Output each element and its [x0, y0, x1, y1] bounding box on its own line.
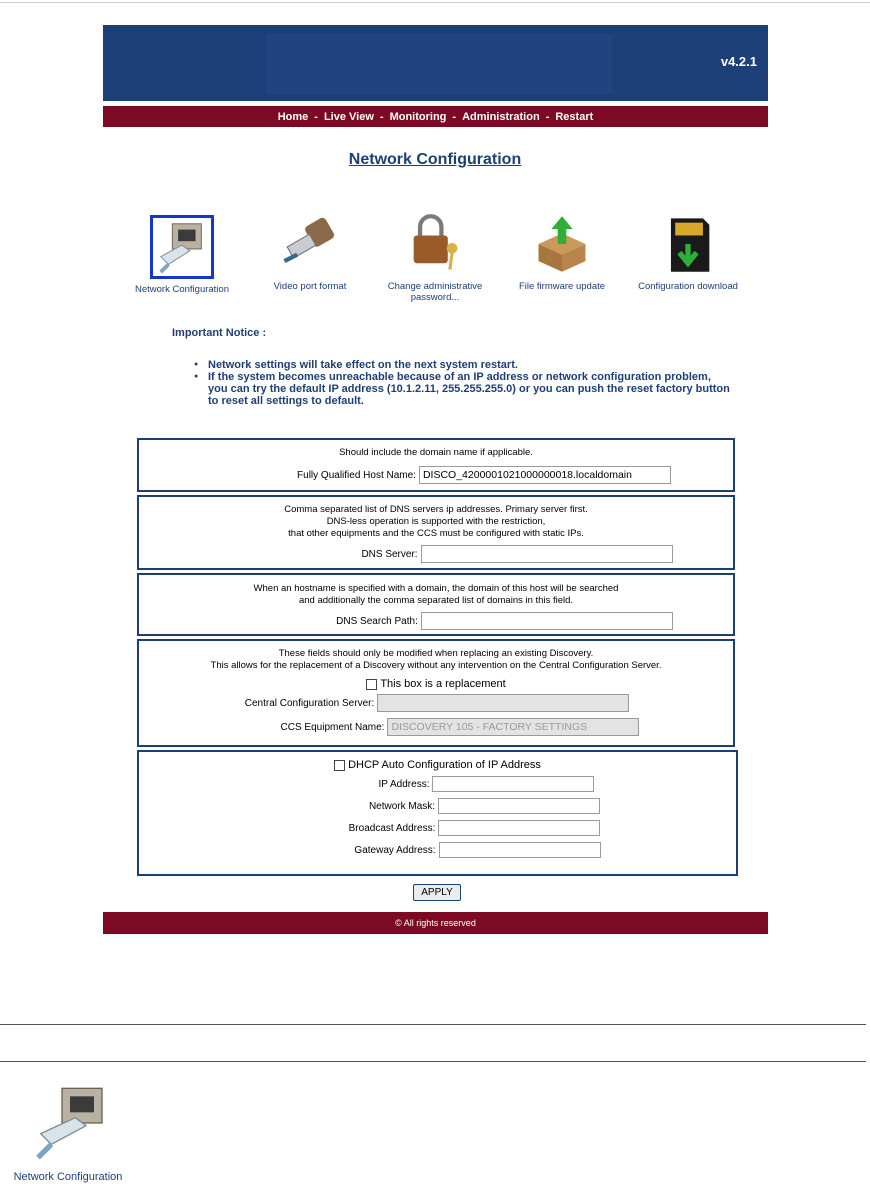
icon-configuration-download[interactable]: [628, 212, 748, 292]
dns-server-input[interactable]: [421, 545, 673, 563]
version-label: v4.2.1: [720, 54, 757, 69]
nav-separator: -: [379, 110, 384, 123]
dns-search-input[interactable]: [421, 612, 673, 630]
gateway-address-input[interactable]: [439, 842, 601, 858]
hostname-help: Should include the domain name if applicable.: [339, 447, 533, 458]
broadcast-address-input[interactable]: [438, 820, 600, 836]
network-mask-input[interactable]: [438, 798, 600, 814]
gateway-row: [139, 842, 736, 858]
bottom-network-config-icon[interactable]: [8, 1083, 138, 1183]
important-notice: [172, 327, 732, 407]
gateway-label: Gateway Address:: [354, 844, 436, 856]
icon-network-configuration[interactable]: [122, 215, 242, 295]
network-jack-icon[interactable]: [150, 215, 214, 279]
ccs-label: Central Configuration Server:: [244, 697, 375, 709]
search-row: [139, 612, 733, 630]
equipment-row: [139, 718, 733, 736]
box-upload-icon[interactable]: [530, 212, 594, 276]
dns-help-1: Comma separated list of DNS servers ip addresses. Primary server first.: [284, 504, 588, 515]
config-icon-bar: [120, 212, 760, 312]
mask-row: [139, 798, 736, 814]
search-help-1: When an hostname is specified with a domain, the domain of this host will be searched: [253, 583, 619, 594]
network-jack-icon[interactable]: [30, 1083, 110, 1163]
notice-item: ● Network settings will take effect on the next system restart.: [208, 359, 732, 371]
icon-label: Network Configuration: [135, 284, 229, 295]
main-nav: [103, 106, 768, 127]
replacement-section: [137, 639, 735, 747]
ccs-input: [377, 694, 629, 712]
dns-search-section: [137, 573, 735, 636]
dns-row: [139, 545, 733, 563]
copyright-text: © All rights reserved: [395, 918, 476, 928]
memory-card-download-icon[interactable]: [656, 212, 720, 276]
ccs-row: [139, 694, 733, 712]
bnc-connector-icon[interactable]: [278, 212, 342, 276]
icon-change-password[interactable]: [375, 212, 495, 303]
replacement-checkbox[interactable]: [366, 679, 377, 690]
footer-bar: [103, 912, 768, 934]
hostname-section: [137, 438, 735, 492]
dns-server-section: [137, 495, 735, 570]
divider-line: [0, 1024, 866, 1025]
bottom-icon-label: Network Configuration: [13, 1171, 123, 1183]
equipment-label: CCS Equipment Name:: [280, 721, 385, 733]
header-banner: [103, 25, 768, 101]
dhcp-checkbox-label: DHCP Auto Configuration of IP Address: [348, 759, 541, 771]
ip-label: IP Address:: [378, 778, 430, 790]
notice-list: [172, 359, 732, 407]
icon-label: File firmware update: [518, 281, 606, 292]
divider-line: [0, 1061, 866, 1062]
mask-label: Network Mask:: [368, 800, 436, 812]
nav-live-view[interactable]: Live View: [323, 110, 374, 123]
dns-help-2: DNS-less operation is supported with the restriction,: [326, 516, 546, 527]
icon-label: Video port format: [273, 281, 347, 292]
icon-video-port-format[interactable]: [250, 212, 370, 292]
nav-separator: -: [452, 110, 457, 123]
dns-help-3: that other equipments and the CCS must be configured with static IPs.: [288, 528, 584, 539]
replacement-help-2: This allows for the replacement of a Discovery without any intervention on the Central Configuration Server.: [210, 660, 662, 671]
dns-search-label: DNS Search Path:: [336, 615, 418, 627]
header-logo-area: [266, 34, 612, 94]
dhcp-section: [137, 750, 738, 876]
icon-label: Configuration download: [638, 281, 738, 292]
notice-item: ● If the system becomes unreachable because of an IP address or network configuration problem, you can try the default IP address (10.1.2.11, 255.255.255.0) or you can push the reset factory button to reset all settings to default.: [208, 371, 732, 407]
broadcast-label: Broadcast Address:: [348, 822, 436, 834]
ip-row: [139, 776, 736, 792]
replacement-checkbox-row: [139, 678, 733, 690]
page-title: Network Configuration: [348, 151, 522, 168]
nav-separator: -: [545, 110, 550, 123]
nav-administration[interactable]: Administration: [462, 110, 540, 123]
padlock-keys-icon[interactable]: [403, 212, 467, 276]
dhcp-checkbox[interactable]: [334, 760, 345, 771]
nav-separator: -: [314, 110, 318, 123]
icon-label: Change administrative password...: [387, 281, 483, 303]
search-help-2: and additionally the comma separated list of domains in this field.: [298, 595, 574, 606]
nav-home[interactable]: Home: [277, 110, 309, 123]
apply-button[interactable]: APPLY: [413, 884, 461, 901]
dhcp-checkbox-row: [139, 759, 736, 771]
hostname-input[interactable]: [419, 466, 671, 484]
top-divider: [0, 2, 870, 3]
notice-title: Important Notice :: [172, 327, 267, 339]
ip-address-input[interactable]: [432, 776, 594, 792]
replacement-checkbox-label: This box is a replacement: [380, 678, 506, 690]
equipment-input: [387, 718, 639, 736]
nav-restart[interactable]: Restart: [555, 110, 594, 123]
broadcast-row: [139, 820, 736, 836]
nav-monitoring[interactable]: Monitoring: [389, 110, 447, 123]
icon-firmware-update[interactable]: [502, 212, 622, 292]
dns-server-label: DNS Server:: [361, 548, 418, 560]
hostname-row: [139, 466, 733, 484]
replacement-help-1: These fields should only be modified when replacing an existing Discovery.: [278, 648, 594, 659]
hostname-label: Fully Qualified Host Name:: [297, 469, 416, 481]
